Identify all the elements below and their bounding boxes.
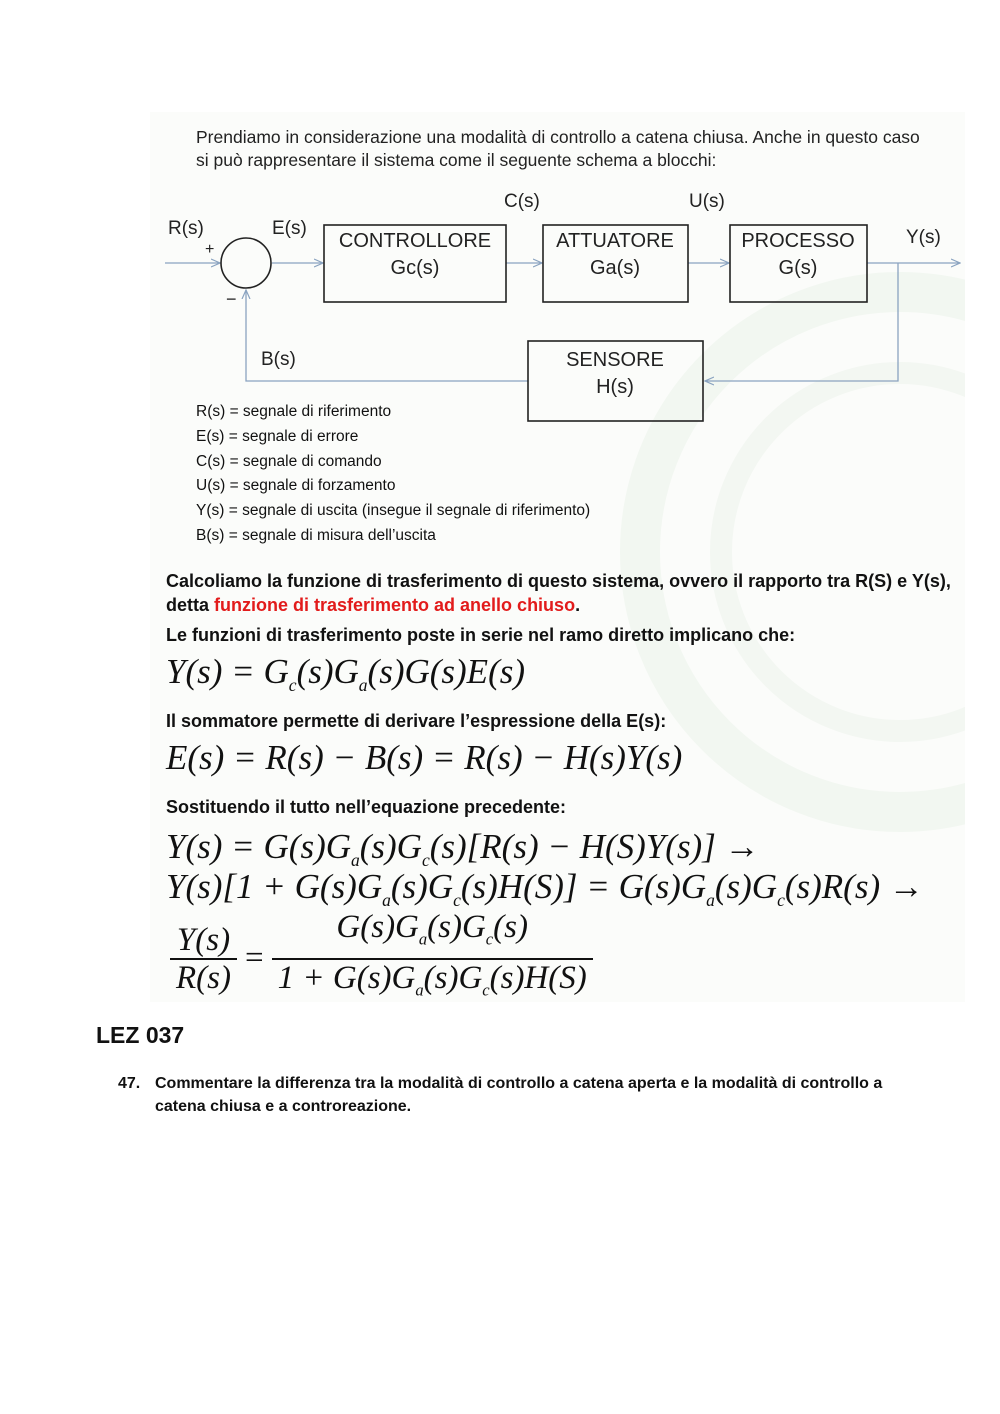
definition-item: R(s) = segnale di riferimento xyxy=(196,403,392,420)
signal-definitions xyxy=(196,400,590,549)
equation-5 xyxy=(170,910,593,1007)
lhs-numerator: Y(s) xyxy=(176,921,231,958)
definition-item: U(s) = segnale di forzamento xyxy=(196,477,396,495)
equation-4: $Y(s)[1 + G(s)G_a(s)G_c(s)H(S)] = G(s)G_a(s)G_c(s)R(s)$ → xyxy=(166,867,924,910)
section-heading: LEZ 037 xyxy=(96,1022,185,1048)
block-controllore-name: CONTROLLORE xyxy=(338,230,492,252)
lhs-fraction xyxy=(170,923,237,995)
substitution-text: Sostituendo il tutto nell’equazione precedente: xyxy=(166,797,567,817)
minus-sign: − xyxy=(226,289,237,309)
plus-sign: + xyxy=(205,241,215,258)
block-sensore-name: SENSORE xyxy=(566,349,664,371)
label-e: E(s) xyxy=(272,218,307,239)
calc-paragraph xyxy=(166,569,956,617)
block-processo-name: PROCESSO xyxy=(741,230,855,252)
series-text: Le funzioni di trasferimento poste in serie nel ramo diretto implicano che: xyxy=(166,625,796,645)
label-r: R(s) xyxy=(168,218,204,239)
block-processo xyxy=(730,225,867,302)
equation-1: $Y(s) = G_c(s)G_a(s)G(s)E(s)$ xyxy=(166,652,525,695)
question-item xyxy=(118,1072,895,1118)
label-b: B(s) xyxy=(261,349,296,370)
label-y: Y(s) xyxy=(906,227,941,248)
lhs-denominator: R(s) xyxy=(170,958,237,995)
label-u: U(s) xyxy=(689,191,725,212)
rhs-denominator: $1 + G(s)G_a(s)G_c(s)H(S)$ xyxy=(272,958,593,1008)
intro-text: Prendiamo in considerazione una modalità di controllo a catena chiusa. Anche in questo caso si può rappresentare il sistema come il seguente schema a blocchi: xyxy=(196,127,920,170)
definition-item: C(s) = segnale di comando xyxy=(196,452,382,470)
block-attuatore xyxy=(543,225,688,302)
closed-loop-highlight: funzione di trasferimento ad anello chiuso xyxy=(214,595,576,615)
block-processo-tf: G(s) xyxy=(778,257,818,279)
definition-item: B(s) = segnale di misura dell’uscita xyxy=(196,526,436,544)
rhs-numerator: $G(s)G_a(s)G_c(s)$ xyxy=(336,909,528,949)
block-sensore-tf: H(s) xyxy=(596,376,634,398)
block-controllore xyxy=(324,225,506,302)
rhs-fraction xyxy=(272,910,593,1007)
equation-3: $Y(s) = G(s)G_a(s)G_c(s)[R(s) - H(S)Y(s)]$ → xyxy=(166,827,760,870)
block-diagram xyxy=(160,185,970,430)
label-c: C(s) xyxy=(504,191,540,212)
block-attuatore-name: ATTUATORE xyxy=(556,230,674,252)
calc-text-end: . xyxy=(575,595,581,615)
summer-text: Il sommatore permette di derivare l’espressione della E(s): xyxy=(166,711,667,731)
definition-item: Y(s) = segnale di uscita (insegue il segnale di riferimento) xyxy=(196,502,591,520)
summing-junction xyxy=(221,238,271,288)
equals-sign: = xyxy=(244,940,264,977)
block-controllore-tf: Gc(s) xyxy=(390,257,440,279)
question-text: Commentare la differenza tra la modalità di controllo a catena aperta e la modalità di controllo a catena chiusa e a controreazione. xyxy=(155,1075,883,1115)
question-number: 47. xyxy=(118,1075,141,1092)
calc-text-start: Calcoliamo la funzione di trasferimento di questo sistema, ovvero il rapporto tra R(S) e Y(s), detta xyxy=(166,571,951,615)
definition-item: E(s) = segnale di errore xyxy=(196,427,359,445)
block-attuatore-tf: Ga(s) xyxy=(590,257,640,279)
equation-2: E(s) = R(s) − B(s) = R(s) − H(s)Y(s) xyxy=(166,738,683,777)
